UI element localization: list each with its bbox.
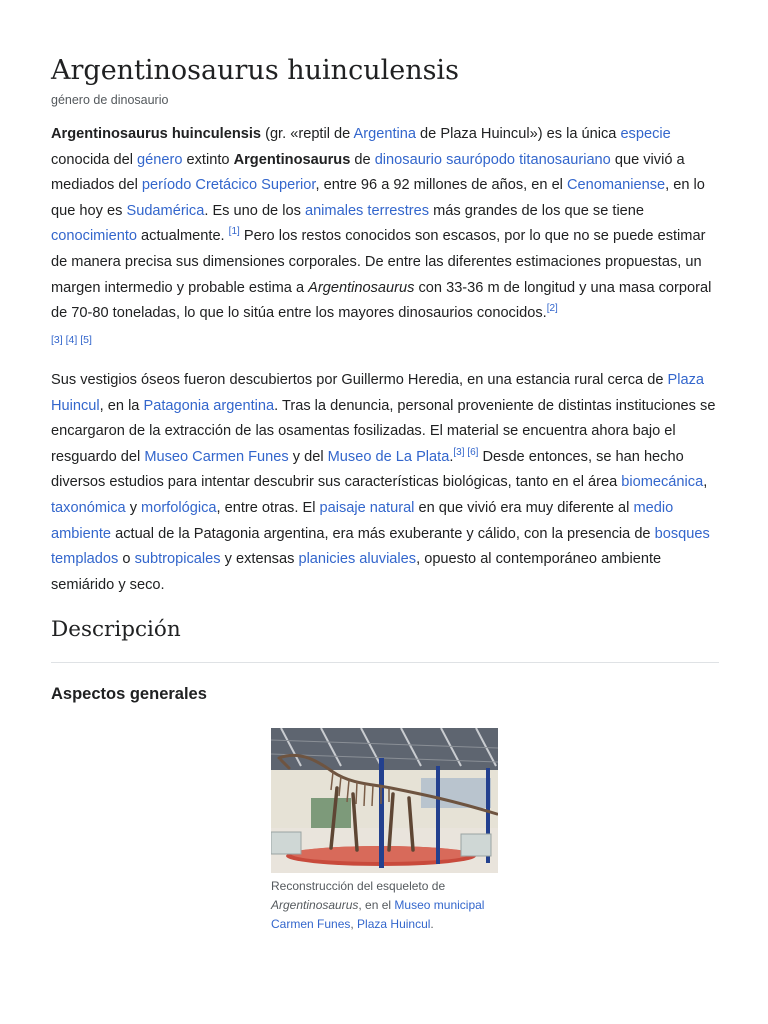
text-span: , entre 96 a 92 millones de años, en el bbox=[315, 177, 567, 194]
link-plaza-huincul[interactable]: Plaza Huincul bbox=[51, 372, 705, 414]
link-morfologica[interactable]: morfológica bbox=[141, 499, 217, 516]
link-animales[interactable]: animales terrestres bbox=[304, 202, 430, 219]
intro-paragraph bbox=[51, 122, 719, 352]
italic-genus: Argentinosaurus bbox=[308, 279, 415, 296]
link-conocimiento[interactable]: conocimiento bbox=[51, 228, 137, 245]
section-divider bbox=[51, 662, 719, 663]
page-subtitle: género de dinosaurio bbox=[51, 93, 169, 107]
link-cenomaniense[interactable]: Cenomaniense bbox=[566, 177, 666, 194]
text-span: , en la bbox=[99, 397, 144, 414]
link-taxonomica[interactable]: taxonómica bbox=[51, 499, 126, 516]
ref-link-2[interactable]: [2] bbox=[546, 303, 558, 315]
text-span: de bbox=[350, 151, 375, 168]
text-span: . Tras la denuncia, personal proveniente de distintas instituciones se encargaron de la extracción de las osamentas fosilizadas. El material se encuentra ahora bajo el resguardo del bbox=[51, 397, 716, 465]
bold-term: Argentinosaurus huinculensis bbox=[51, 126, 262, 142]
ref-link-6[interactable]: [6] bbox=[467, 446, 479, 458]
link-patagonia[interactable]: Patagonia argentina bbox=[143, 397, 275, 414]
link-dinosaurio[interactable]: dinosaurio saurópodo titanosauriano bbox=[374, 151, 611, 168]
link-museo-carmen-funes[interactable]: Museo Carmen Funes bbox=[144, 448, 289, 465]
text-span: , opuesto al contemporáneo ambiente semiárido y seco. bbox=[51, 551, 662, 593]
text-span: conocida del bbox=[51, 151, 138, 168]
caption-text: , bbox=[350, 917, 358, 931]
text-span: o bbox=[118, 551, 135, 568]
text-span: con 33-36 m de longitud y una masa corporal de 70-80 toneladas, lo que lo sitúa entre los mayores dinosaurios conocidos. bbox=[51, 279, 712, 322]
link-subtropicales[interactable]: subtropicales bbox=[134, 551, 221, 568]
caption-italic: Argentinosaurus bbox=[271, 898, 359, 912]
link-biomecanica[interactable]: biomecánica bbox=[621, 474, 704, 491]
text-span: . Es uno de los bbox=[204, 202, 305, 219]
text-span: , entre otras. El bbox=[216, 499, 320, 516]
link-museo-la-plata[interactable]: Museo de La Plata bbox=[327, 448, 450, 465]
ref-group bbox=[51, 334, 92, 346]
text-span: Pero los restos conocidos son escasos, por lo que no se puede estimar de manera precisa sus dimensiones corporales. De entre las diferentes estimaciones propuestas, un margen intermedio y probable estima a bbox=[51, 228, 706, 296]
text-span: en que vivió era muy diferente al bbox=[414, 499, 634, 516]
ref-link-3b[interactable]: [3] bbox=[453, 446, 465, 458]
text-span: que vivió a mediados del bbox=[51, 151, 685, 194]
text-span: , en lo que hoy es bbox=[51, 177, 705, 219]
text-span: Sus vestigios óseos fueron descubiertos por Guillermo Heredia, en una estancia rural cerca de bbox=[51, 372, 668, 388]
link-planicies-aluviales[interactable]: planicies aluviales bbox=[298, 551, 417, 568]
discovery-paragraph bbox=[51, 368, 719, 598]
text-span: actualmente. bbox=[137, 228, 229, 245]
link-bosques-templados[interactable]: bosques templados bbox=[51, 525, 710, 568]
text-span: extinto bbox=[182, 151, 234, 168]
link-argentina[interactable]: Argentina bbox=[353, 126, 416, 142]
link-especie[interactable]: especie bbox=[620, 126, 671, 142]
link-paisaje-natural[interactable]: paisaje natural bbox=[319, 499, 415, 516]
skeleton-photo[interactable] bbox=[271, 728, 498, 873]
text-span: de Plaza Huincul») es la única bbox=[416, 126, 621, 142]
text-span: y bbox=[125, 499, 142, 516]
caption-link-plaza[interactable]: Plaza Huincul bbox=[357, 917, 431, 931]
ref-link-1[interactable]: [1] bbox=[228, 226, 240, 238]
link-genero[interactable]: género bbox=[137, 151, 183, 168]
caption-text: . bbox=[430, 917, 434, 931]
text-span: Desde entonces, se han hecho diversos estudios para intentar descubrir sus características biológicas, tanto en el área bbox=[51, 448, 684, 491]
bold-genus: Argentinosaurus bbox=[233, 151, 351, 168]
ref-link-5[interactable]: [5] bbox=[80, 333, 92, 346]
ref-link-4[interactable]: [4] bbox=[65, 333, 78, 346]
text-span: y extensas bbox=[220, 551, 299, 568]
subsection-heading: Aspectos generales bbox=[51, 685, 207, 703]
caption-text: Reconstrucción del esqueleto de bbox=[271, 879, 446, 893]
text-span: actual de la Patagonia argentina, era más exuberante y cálido, con la presencia de bbox=[111, 525, 655, 542]
link-periodo[interactable]: período Cretácico Superior bbox=[141, 177, 316, 194]
section-heading[interactable]: Descripción bbox=[51, 617, 181, 642]
page-title: Argentinosaurus huinculensis bbox=[51, 55, 459, 86]
link-sudamerica[interactable]: Sudamérica bbox=[126, 202, 205, 219]
text-span: . bbox=[449, 448, 454, 465]
caption-text: , en el bbox=[358, 898, 395, 912]
text-span: más grandes de los que se tiene bbox=[429, 202, 645, 219]
text-span: y del bbox=[288, 448, 328, 465]
caption-link-museo[interactable]: Museo municipal Carmen Funes bbox=[271, 898, 485, 931]
ref-link-3[interactable]: [3] bbox=[51, 333, 63, 346]
text-span: (gr. «reptil de bbox=[261, 126, 354, 142]
text-span: , bbox=[703, 474, 708, 491]
figure bbox=[271, 728, 498, 934]
link-medio-ambiente[interactable]: medio ambiente bbox=[51, 499, 674, 542]
figure-caption bbox=[271, 877, 498, 934]
